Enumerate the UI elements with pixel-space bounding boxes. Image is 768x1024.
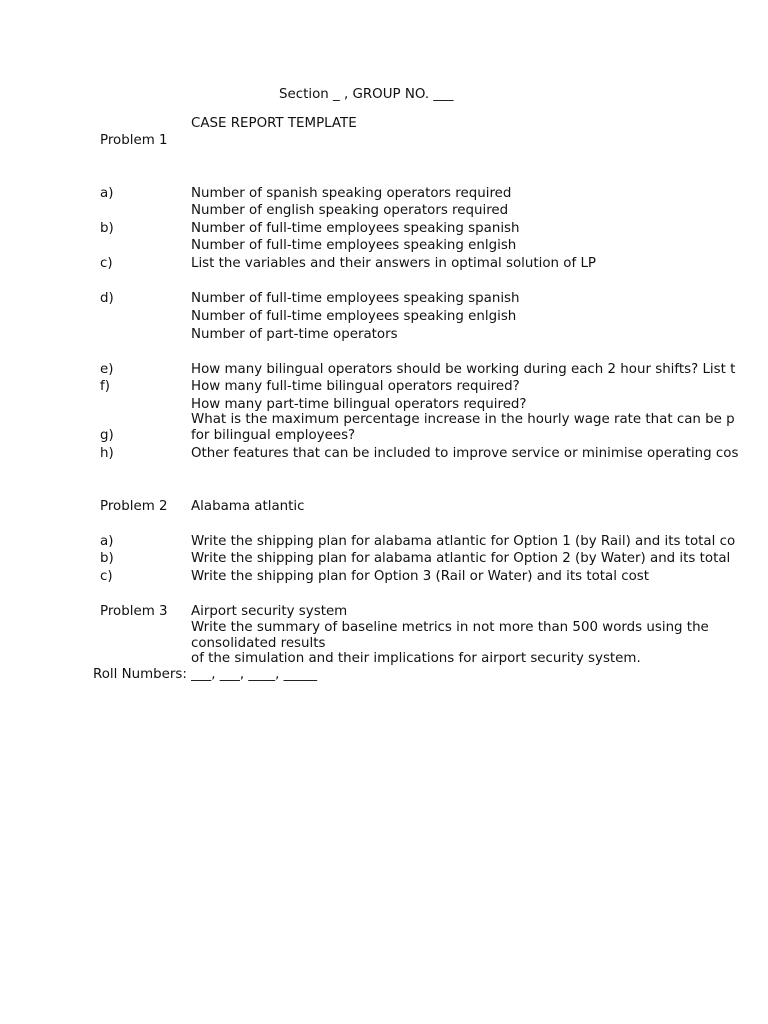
item-text: Write the shipping plan for alabama atlantic for Option 1 (by Rail) and its total co <box>191 534 736 549</box>
item-text: Number of english speaking operators required <box>191 203 509 218</box>
item-label: f) <box>100 379 110 394</box>
item-label: a) <box>100 534 114 549</box>
problem-3-line: Write the summary of baseline metrics in not more than 500 words using the <box>191 620 709 635</box>
problem-3-heading: Problem 3 <box>100 604 168 619</box>
item-label: d) <box>100 291 114 306</box>
item-label: c) <box>100 569 113 584</box>
problem-2-title: Alabama atlantic <box>191 499 305 514</box>
template-title: CASE REPORT TEMPLATE <box>191 116 357 131</box>
section-group-line: Section _ , GROUP NO. ___ <box>279 87 454 102</box>
item-text: Number of part-time operators <box>191 327 398 342</box>
item-text: Other features that can be included to improve service or minimise operating cos <box>191 446 739 461</box>
item-text: How many part-time bilingual operators required? <box>191 397 527 412</box>
item-text: Number of full-time employees speaking enlgish <box>191 238 517 253</box>
item-text: What is the maximum percentage increase in the hourly wage rate that can be p <box>191 412 735 427</box>
item-label: c) <box>100 256 113 271</box>
problem-3-line: of the simulation and their implications for airport security system. <box>191 651 641 666</box>
item-text: Write the shipping plan for alabama atlantic for Option 2 (by Water) and its total <box>191 551 731 566</box>
item-text: for bilingual employees? <box>191 428 356 443</box>
problem-3-line: consolidated results <box>191 636 326 651</box>
item-label: b) <box>100 551 114 566</box>
item-label: b) <box>100 221 114 236</box>
item-text: List the variables and their answers in optimal solution of LP <box>191 256 596 271</box>
item-text: Number of spanish speaking operators required <box>191 186 512 201</box>
item-text: How many bilingual operators should be working during each 2 hour shifts? List t <box>191 362 736 377</box>
item-label: e) <box>100 362 114 377</box>
item-text: How many full-time bilingual operators required? <box>191 379 520 394</box>
roll-numbers: Roll Numbers: ___, ___, ____, _____ <box>93 667 318 682</box>
item-text: Number of full-time employees speaking enlgish <box>191 309 517 324</box>
item-label: h) <box>100 446 114 461</box>
item-label: g) <box>100 428 114 443</box>
item-label: a) <box>100 186 114 201</box>
problem-1-heading: Problem 1 <box>100 133 168 148</box>
problem-3-title: Airport security system <box>191 604 348 619</box>
item-text: Write the shipping plan for Option 3 (Rail or Water) and its total cost <box>191 569 650 584</box>
item-text: Number of full-time employees speaking spanish <box>191 291 520 306</box>
item-text: Number of full-time employees speaking spanish <box>191 221 520 236</box>
problem-2-heading: Problem 2 <box>100 499 168 514</box>
